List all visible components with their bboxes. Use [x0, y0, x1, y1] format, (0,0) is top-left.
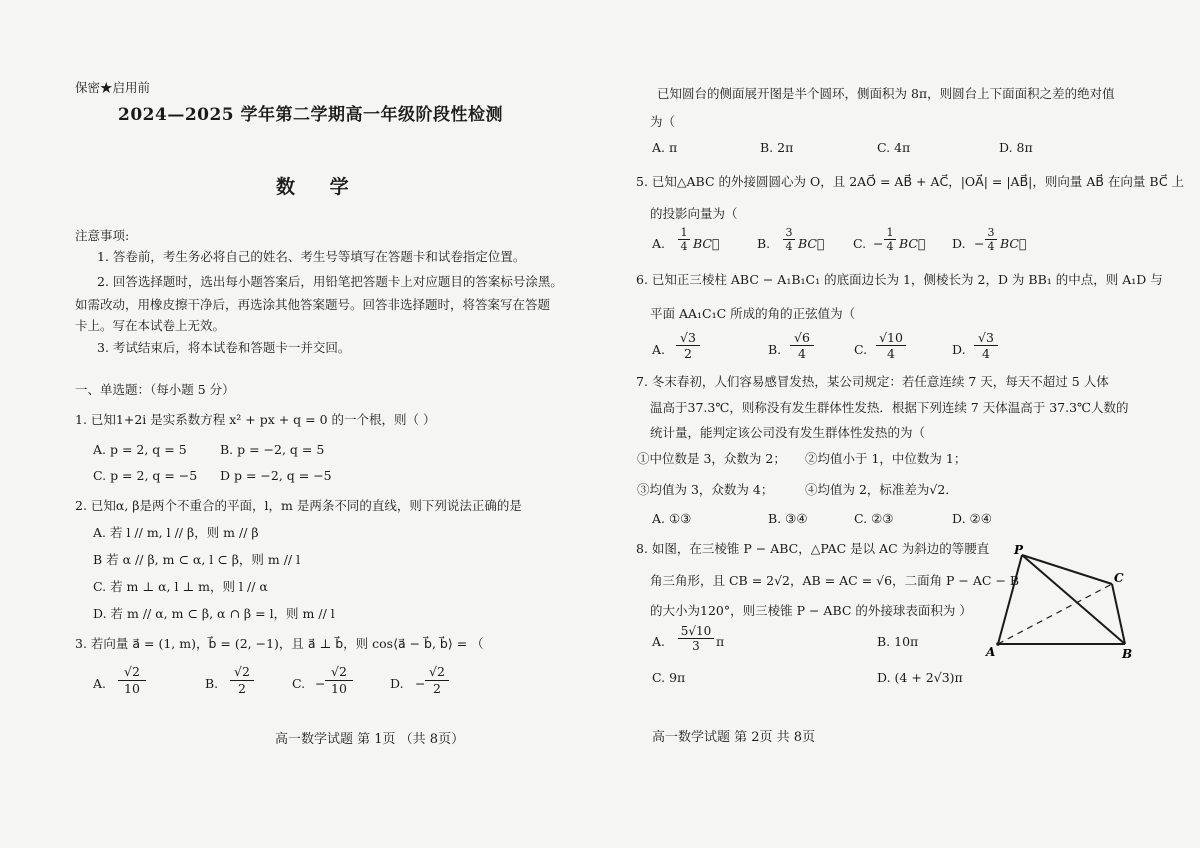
q7-statement-1: ①中位数是 3，众数为 2； — [637, 451, 786, 466]
q6-c-denominator: 4 — [887, 346, 895, 361]
question-5-line2: 的投影向量为（ — [650, 206, 738, 221]
exam-title: 2024—2025 学年第二学期高一年级阶段性检测 — [118, 105, 504, 125]
notice-item: 1. 答卷前，考生务必将自己的姓名、考生号等填写在答题卡和试卷指定位置。 — [97, 249, 526, 264]
q5-c-numerator: 1 — [884, 226, 896, 240]
q1-option-c: C. p = 2, q = −5 — [93, 468, 198, 483]
q3-a-numerator: √2 — [118, 664, 146, 681]
q8-pyramid-figure — [980, 540, 1150, 670]
q1-option-a: A. p = 2, q = 5 — [93, 442, 187, 457]
q3-option-a-fraction — [118, 664, 146, 696]
notice-item: 3. 考试结束后，将本试卷和答题卡一并交回。 — [97, 340, 351, 355]
q4-option-a: A. π — [652, 140, 678, 155]
notice-item: 2. 回答选择题时，选出每小题答案后，用铅笔把答题卡上对应题目的答案标号涂黑。 — [97, 274, 563, 289]
q1-option-b: B. p = −2, q = 5 — [220, 442, 325, 457]
q7-option-d: D. ②④ — [952, 511, 992, 526]
q3-b-numerator: √2 — [230, 664, 254, 681]
q3-d-numerator: √2 — [425, 664, 449, 681]
q5-b-vector: BC⃗ — [798, 236, 825, 251]
q8-a-tail: π — [716, 634, 725, 649]
q5-c-vector: BC⃗ — [899, 236, 926, 251]
q5-b-numerator: 3 — [783, 226, 795, 240]
subject-title: 数 学 — [276, 176, 363, 198]
q5-option-b-label: B. — [757, 236, 771, 251]
q7-statement-2: ②均值小于 1，中位数为 1； — [805, 451, 967, 466]
q6-option-b-label: B. — [768, 342, 782, 357]
question-7-line1: 7. 冬末春初，人们容易感冒发热，某公司规定：若任意连续 7 天，每天不超过 5 人体 — [636, 374, 1109, 389]
q8-a-numerator: 5√10 — [678, 624, 714, 639]
q4-option-d: D. 8π — [999, 140, 1033, 155]
question-8-line3: 的大小为120°，则三棱锥 P − ABC 的外接球表面积为 ） — [650, 603, 972, 618]
q5-option-d-label: D. — [952, 236, 966, 251]
q5-option-b-fraction — [783, 226, 795, 253]
q3-c-numerator: √2 — [325, 664, 353, 681]
q5-option-d-sign: − — [974, 236, 985, 251]
q6-b-numerator: √6 — [790, 330, 814, 346]
question-8-line1: 8. 如图，在三棱锥 P − ABC，△PAC 是以 AC 为斜边的等腰直 — [636, 541, 990, 556]
q5-c-denominator: 4 — [886, 240, 894, 253]
q6-d-numerator: √3 — [974, 330, 998, 346]
q3-c-denominator: 10 — [331, 681, 347, 696]
confidential-mark: 保密★启用前 — [75, 80, 151, 95]
notice-item: 如需改动，用橡皮擦干净后，再选涂其他答案题号。回答非选择题时，将答案写在答题 — [75, 297, 551, 312]
q8-option-a-label: A. — [652, 634, 666, 649]
q3-option-b-fraction — [230, 664, 254, 696]
q6-b-denominator: 4 — [798, 346, 806, 361]
label-b: B — [1122, 647, 1133, 661]
question-8-line2: 角三角形，且 CB = 2√2，AB = AC = √6，二面角 P − AC − B — [650, 573, 1020, 588]
q6-a-denominator: 2 — [684, 346, 692, 361]
q5-d-vector: BC⃗ — [1000, 236, 1027, 251]
q6-d-denominator: 4 — [982, 346, 990, 361]
q2-option-c: C. 若 m ⊥ α, l ⊥ m，则 l // α — [93, 579, 268, 594]
q8-option-c: C. 9π — [652, 670, 686, 685]
question-4-line1: 已知圆台的侧面展开图是半个圆环，侧面积为 8π，则圆台上下面面积之差的绝对值 — [657, 86, 1115, 101]
question-2-stem: 2. 已知α, β是两个不重合的平面，l，m 是两条不同的直线，则下列说法正确的是 — [75, 498, 522, 513]
q7-option-c: C. ②③ — [854, 511, 894, 526]
q5-option-d-fraction — [985, 226, 997, 253]
q3-option-d-sign: − — [415, 676, 426, 691]
q3-option-c-fraction — [325, 664, 353, 696]
label-c: C — [1114, 571, 1124, 585]
q1-option-d: D p = −2, q = −5 — [220, 468, 332, 483]
question-4-line2: 为（ — [650, 114, 676, 129]
question-6-line2: 平面 AA₁C₁C 所成的角的正弦值为（ — [650, 306, 856, 321]
q5-d-denominator: 4 — [987, 240, 995, 253]
question-5-line1: 5. 已知△ABC 的外接圆圆心为 O，且 2AO⃗ = AB⃗ + AC⃗，|OA⃗| = |AB⃗|，则向量 AB⃗ 在向量 BC⃗ 上 — [636, 174, 1185, 189]
q6-option-d-label: D. — [952, 342, 966, 357]
q3-option-b-label: B. — [205, 676, 219, 691]
page-footer-left: 高一数学试题 第 1页 （共 8页） — [275, 732, 465, 747]
point-a — [996, 642, 1000, 646]
question-7-line3: 统计量，能判定该公司没有发生群体性发热的为（ — [650, 425, 926, 440]
q6-option-c-fraction — [876, 330, 906, 361]
edge-pb — [1022, 555, 1125, 644]
q3-a-denominator: 10 — [124, 681, 140, 696]
q5-a-numerator: 1 — [678, 226, 690, 240]
q7-option-a: A. ①③ — [652, 511, 692, 526]
q2-option-a: A. 若 l // m, l // β，则 m // β — [93, 525, 259, 540]
page-right — [600, 0, 1200, 848]
q7-statement-4: ④均值为 2，标准差为√2． — [805, 482, 958, 497]
q6-option-b-fraction — [790, 330, 814, 361]
q8-option-b: B. 10π — [877, 634, 919, 649]
q8-a-denominator: 3 — [692, 639, 700, 653]
question-1-stem: 1. 已知1+2i 是实系数方程 x² + px + q = 0 的一个根，则（ ） — [75, 412, 436, 427]
section-heading: 一、单选题：（每小题 5 分） — [75, 382, 235, 397]
q5-a-vector: BC⃗ — [693, 236, 720, 251]
question-6-line1: 6. 已知正三棱柱 ABC − A₁B₁C₁ 的底面边长为 1，侧棱长为 2，D 为 BB₁ 的中点，则 A₁D 与 — [636, 272, 1163, 287]
q5-a-denominator: 4 — [680, 240, 688, 253]
q5-option-c-label: C. — [853, 236, 867, 251]
q4-option-c: C. 4π — [877, 140, 911, 155]
label-a: A — [986, 645, 996, 659]
question-7-line2: 温高于37.3℃，则称没有发生群体性发热．根据下列连续 7 天体温高于 37.3℃人数的 — [650, 400, 1129, 415]
q8-option-a-fraction — [678, 624, 714, 653]
q6-a-numerator: √3 — [676, 330, 700, 346]
q6-c-numerator: √10 — [876, 330, 906, 346]
q2-option-d: D. 若 m // α, m ⊂ β, α ∩ β = l，则 m // l — [93, 606, 335, 621]
q6-option-a-fraction — [676, 330, 700, 361]
q5-d-numerator: 3 — [985, 226, 997, 240]
q5-option-a-fraction — [678, 226, 690, 253]
q4-option-b: B. 2π — [760, 140, 794, 155]
edge-ac-hidden — [998, 584, 1112, 644]
q8-option-d: D. (4 + 2√3)π — [877, 670, 963, 685]
q3-option-d-label: D. — [390, 676, 404, 691]
q7-option-b: B. ③④ — [768, 511, 808, 526]
label-p: P — [1014, 543, 1024, 557]
q6-option-d-fraction — [974, 330, 998, 361]
q3-option-c-label: C. — [292, 676, 306, 691]
q3-option-c-sign: − — [315, 676, 326, 691]
q6-option-a-label: A. — [652, 342, 666, 357]
q3-option-d-fraction — [425, 664, 449, 696]
question-3-stem: 3. 若向量 a⃗ = (1, m)，b⃗ = (2, −1)，且 a⃗ ⊥ b⃗，则 cos⟨a⃗ − b⃗, b⃗⟩ = （ — [75, 636, 484, 651]
edge-pc — [1022, 555, 1112, 584]
q5-b-denominator: 4 — [785, 240, 793, 253]
notice-item: 卡上。写在本试卷上无效。 — [75, 318, 226, 333]
q5-option-c-fraction — [884, 226, 896, 253]
notice-heading: 注意事项: — [75, 228, 130, 243]
q3-b-denominator: 2 — [238, 681, 246, 696]
edge-pa — [998, 555, 1022, 644]
q7-statement-3: ③均值为 3，众数为 4； — [637, 482, 774, 497]
q3-option-a-label: A. — [93, 676, 107, 691]
q5-option-a-label: A. — [652, 236, 666, 251]
q6-option-c-label: C. — [854, 342, 868, 357]
q3-d-denominator: 2 — [433, 681, 441, 696]
q5-option-c-sign: − — [873, 236, 884, 251]
q2-option-b: B 若 α // β, m ⊂ α, l ⊂ β，则 m // l — [93, 552, 301, 567]
page-footer-right: 高一数学试题 第 2页 共 8页 — [652, 730, 816, 745]
